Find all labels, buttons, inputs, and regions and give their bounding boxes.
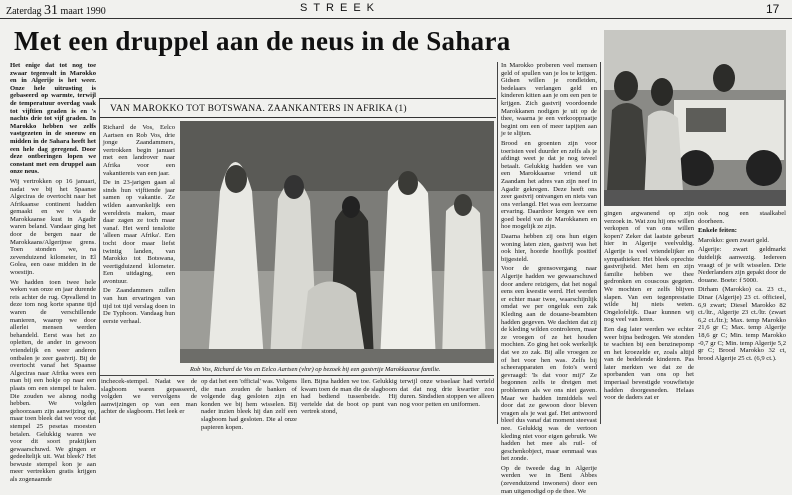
column-divider [600, 62, 601, 424]
facts-heading: Enkele feiten: [698, 227, 738, 235]
issue-weekday: Zaterdag [6, 6, 42, 17]
page-number: 17 [766, 2, 780, 16]
headline: Met een druppel aan de neus in de Sahara [14, 26, 511, 56]
article-column-3a [101, 378, 197, 425]
paragraph: Wij vertrokken op 16 januari, nadat we bij het Spaanse Algeciras de overtocht naar het Afrikaanse continent hadden gemaakt en we via de Marokkaanse kust in Agadir waren beland. Vandaar ging het door de bergen naar de Marokkaans/Algerijnse grens. Toen stonden we, na zevenduizend kilometer, in El Golea, een oase midden in de woestijn. [10, 177, 96, 277]
column-divider [497, 62, 498, 424]
paragraph: inchecek-stempel. Nadat we de slagboom waren gepasseerd, volgden we vervolgens de aanwijzingen op van een man achter de slagboom. Het leek er [101, 378, 197, 416]
paragraph: In Marokko proberen veel mensen geld of spullen van je los te krijgen. Gidsen willen je rondleiden, bedelaars verlangen geld en kinderen kitten aan je om een pen te krijgen. Zich gastvrij voordoende Marokkanen nodigen je uit op de thee, waarna je een verkooppraatje begint om een of meer tapijten aan je te slijten. [501, 62, 597, 138]
paragraph: Richard de Vos, Eelco Aartsen en Rob Vos, drie jonge Zaandammers, vertrokken begin januari met een landrover naar Afrika voor een vakantiereis van een jaar. [103, 124, 175, 177]
issue-day: 31 [44, 3, 59, 18]
article-column-1 [10, 62, 96, 484]
paragraph: Brood en groenten zijn voor toeristen veel duurder en zelfs als je afdingt weet je dat je nog teveel betaalt. Gelukkig hadden we van een Marokkaanse vriend uit Zaandam het adres van zijn neef in Agadir gekregen. Deze heeft ons zeer gastvrij ontvangen en niets van ons verlangd. Het was een leerzame ervaring. Daardoor kregen we een goed beeld van de Marokkanen en hoe mogelijk ze zijn. [501, 139, 597, 231]
masthead [0, 0, 792, 19]
paragraph: We hadden toen twee hele weken van onze en jaar durende reis achter de rug. Opvallend in deze tom nog korte spanne tijd waren de verschillende manieren, waarop we door allerlei mensen werden behandeld. Eerst was het zo opletten, de ander in gewoon vriendelijk en weer anderen ontbalen je zeer gastvrij. Bij de overtocht vanaf het Spaanse Algeciras naar Afrika wees een man bij een hokje op naar een plaats om een stempel te halen. Die zouden we alsnog nodig hebben. We volgden gehoorzaam zijn aanwijzing op, maar toen bleek dat we voor dat stempel 25 pesetas moesten betalen. Gelukkig waren we voor dit soort praktijken gewaarschuwd. We gingen er gedeeltelijk uit. Wat bleek? Het bewuste stempel kon je aan meer vertrekken gratis krijgen als zogenaamde [10, 278, 96, 484]
paragraph: Daarna hebben zij ons hun eigen woning laten zien, gastvrij was het ook hier, hoorde hooflijk positief bijgesteld. [501, 233, 597, 263]
paragraph: Dirham (Marokko) ca. 23 ct., Dinar (Algerije) 23 ct. officieel, 6,9 zwart; Diesel Marokko 82 ct./ltr., Algerije 23 ct./ltr. (zwart 6,2 ct./ltr.); Max. temp Marokko 21,6 gr C; Max. temp Algerije 18,6 gr C; Min. temp Marokko -0,7 gr C; Min. temp Algerije 5,2 gr C; Brood Marokko 32 ct, brood Algerije 25 ct. (6,9 ct.). [698, 286, 786, 362]
article-column-3c [301, 378, 397, 425]
secondary-photo [604, 30, 786, 206]
paragraph: Een dag later werden we echter weer bijna bedrogen. We stonden te wachten bij een benzinepomp en het kroezelde er, zoals altijd van de bedelende kinderen. Pas later merkten we dat ze de sporbanden van ons op het imperiaal bevestigde vouwfietsje hadden doorgesneden. Helaas voor de daders zat er [604, 325, 694, 402]
paragraph: De Zaandammers zullen van hun ervaringen van tijd tot tijd verslag doen in De Typhoon. Vandaag hun eerste verhaal. [103, 287, 175, 325]
paragraph: terwijl onze wisselaar had verteld dat dat nog drie kwartier zou duren. Sindsdien stoppen we alleen nog voor petten en uniformen. [400, 378, 494, 408]
paragraph: ook nog een staalkabel doorheen. [698, 210, 786, 225]
article-lead: Het enige dat tot nog toe zwaar tegenvalt in Marokko en in Algerije is het weer. Onze hele uitrusting is gebaseerd op warmte, terwijl de temperatuur overdag vaak tot vijftien graden is en 's nachts drie tot vijf graden. In Marokko hebben we zelfs vastgezeten in de sneeuw en midden in de Sahara heeft het een hele dag geregend. Door deze ontberingen lopen we constant met een druppel aan onze neus. [10, 62, 96, 176]
paragraph: llen. Bijna hadden we toe. Gelukkig kwam toen de man die de slagboom had bediend tussenbeide. Hij vertelde dat de boot op punt van vertrek stond, [301, 378, 397, 416]
article-column-5 [604, 210, 694, 425]
article-column-6 [698, 210, 786, 425]
article-column-3d [400, 378, 494, 425]
article-column-4 [501, 62, 597, 495]
group-photo-image [180, 121, 494, 363]
article-column-2 [103, 124, 175, 332]
photo-caption: Rob Vos, Richard de Vos en Eelco Aartsen (vlnr) op bezoek bij een gastvrije Marokkaanse familie. [190, 366, 441, 373]
paragraph: Algerije: zwart geldmarkt duidelijk aanwezig. Iedereen vraagt of je wilt wisselen. Drie Nederlanders zijn gepakt door de douane. Boete: f 5000. [698, 246, 786, 284]
paragraph: De in 23-jarigen gaan al sinds hun vijftiende jaar samen op vakantie. Ze wilden aanvankelijk een wereldreis maken, maar daar zagen ze toch maar vanaf. Het werd tenslotte 'alleen maar Afrika'. Een tocht door maar liefst twintig landen, van Marokko tot Botswana, veertigduizend kilometer. Een uitdaging, een avontuur. [103, 179, 175, 285]
paragraph: Op de tweede dag in Algerije werden we in Beni Abbes (zevenduizend inwoners) door een man uitgenodigd op de thee. We [501, 464, 597, 495]
article-column-3b [201, 378, 297, 431]
section-name: STREEK [300, 2, 381, 14]
paragraph: gingen argwanend op zijn verzoek in. Wat zou hij ons willen verkopen of van ons willen kopen? Zeker dat laatste gebeurt hier in Algerije veelvuldig. Algerije is veel vriendelijker en sympathieker. Het bleek oprechte gastvrijheid. Met hem en zijn familie hebben we thee gedronken en couscous gegeten. We mochten er zelfs blijven slapen. Van een tegenprestatie wilde hij niets weten. Ongelofelijk. Daar kunnen wij nog veel van leren. [604, 210, 694, 324]
issue-date [6, 3, 106, 19]
issue-month-year: maart 1990 [60, 6, 106, 17]
paragraph: Marokko: geen zwart geld. [698, 236, 770, 244]
paragraph: Voor de grensovergang naar Algerije hadden we gewaarschuwd door andere reizigers, dat het nogal eens een kwestie werd. Het werden er echter maar twee, waarschijnlijk omdat we per ongeluk een zak Kleding aan de douane-beambten hadden gegeven. We dachten dat zij de kleding wilden controleren, maar ze vroegen of ze het houden mochten. Zo ging het ook werkelijk dat we zo zak. Bij alle vroegen ze of het voor hen was. Zelfs bij scheerapparaten en foto's werd gevraagd: 'Is dat voor mij?' Ze begonnen zelfs te dreigen met problemen als we ons niet gaven. Maar we hadden inmiddels wel door dat ze gewoon door bleven vragen als je wat gaf. Het antwoord bleef dus vanaf dat moment steevast nee. Gelukkig was de vertoon kleding niet voor eigen gebruik. We hadden het mee als ruil- of geschenkobject, maar eenmaal was het zonde. [501, 265, 597, 463]
series-kicker: VAN MAROKKO TOT BOTSWANA. ZAANKANTERS IN AFRIKA (1) [110, 103, 407, 114]
landrover-photo-image [604, 30, 786, 206]
main-photo [180, 121, 494, 363]
paragraph: op dat het een 'official' was. Volgens die man zouden de banken of volgende dag gesloten zijn en konden we bij hem wisselen. Bij nader inzien bleek hij dan zelf een slagboom had gesloten. Die al onze papieren kopen. [201, 378, 297, 431]
column-divider [100, 375, 494, 376]
